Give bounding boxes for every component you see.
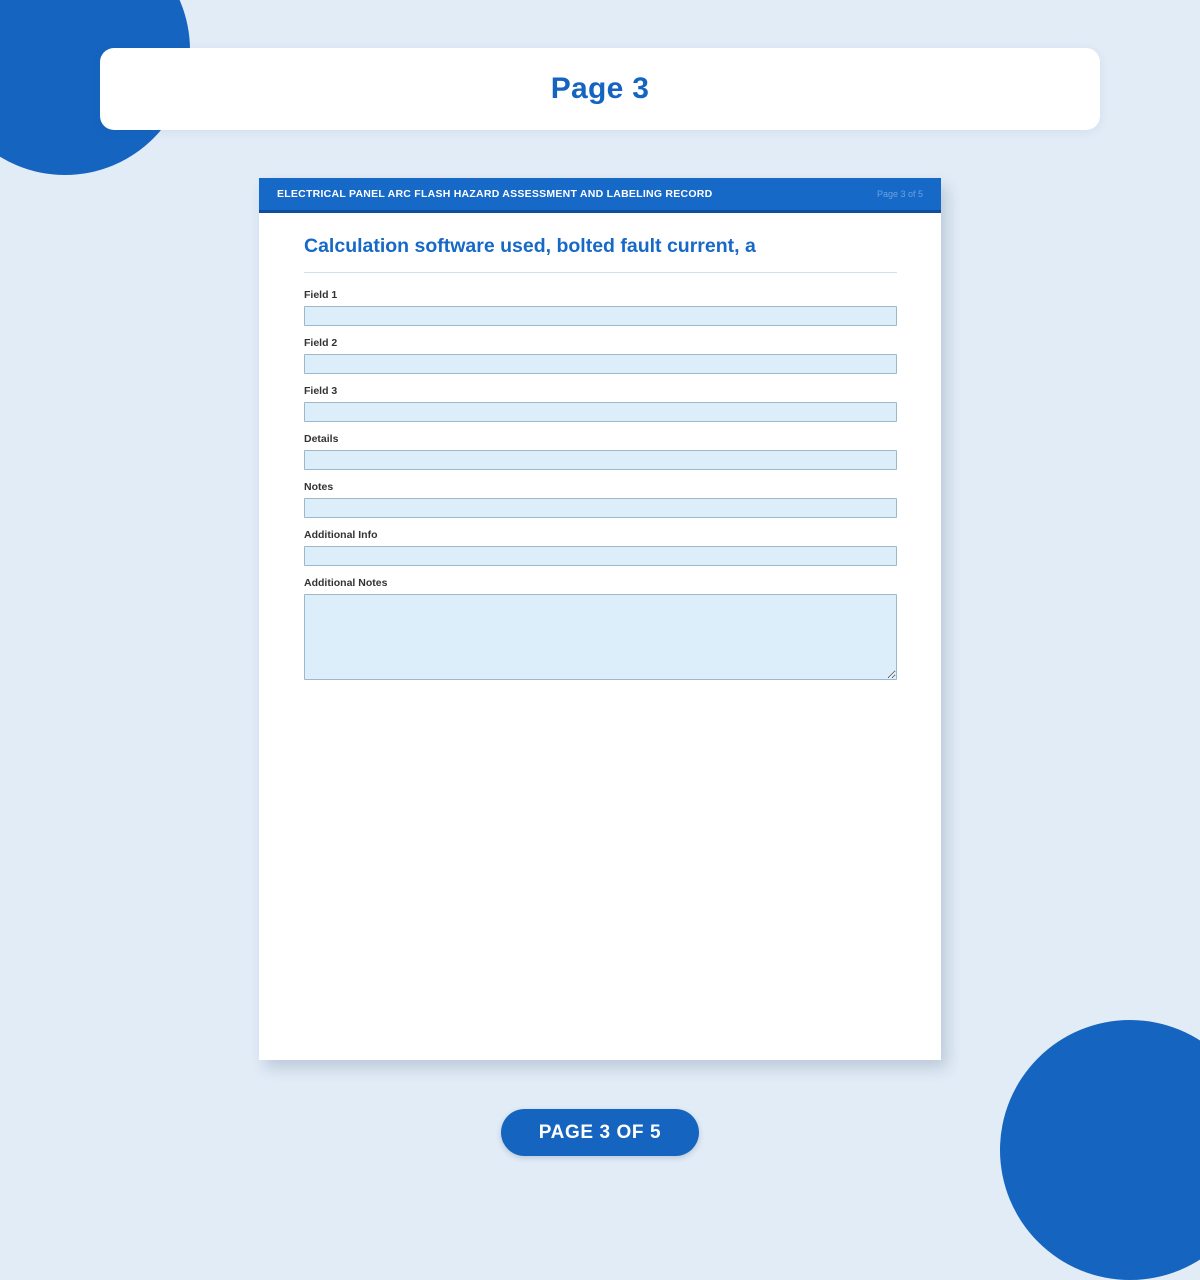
form-field-group [304, 289, 897, 326]
field-textarea-additional-notes[interactable] [304, 594, 897, 680]
field-input-notes[interactable] [304, 498, 897, 518]
document-header-bar [259, 178, 941, 210]
page-title: Page 3 [550, 72, 650, 105]
form-field-group [304, 385, 897, 422]
field-label-field-2: Field 2 [304, 337, 338, 349]
field-label-additional-notes: Additional Notes [304, 577, 388, 589]
decorative-circle-bottom-right [1000, 1020, 1200, 1280]
form-field-group [304, 481, 897, 518]
page-footer-pill [501, 1109, 699, 1156]
field-input-field-3[interactable] [304, 402, 897, 422]
field-label-notes: Notes [304, 481, 334, 493]
form-field-group [304, 433, 897, 470]
field-label-details: Details [304, 433, 339, 445]
field-input-additional-info[interactable] [304, 546, 897, 566]
field-label-field-3: Field 3 [304, 385, 338, 397]
form-field-group [304, 337, 897, 374]
field-input-details[interactable] [304, 450, 897, 470]
field-input-field-2[interactable] [304, 354, 897, 374]
document-header-page-indicator: Page 3 of 5 [876, 189, 923, 199]
page-footer-label: PAGE 3 OF 5 [538, 1121, 662, 1143]
field-label-additional-info: Additional Info [304, 529, 378, 541]
document-body [259, 213, 941, 680]
field-input-field-1[interactable] [304, 306, 897, 326]
form-field-group [304, 529, 897, 566]
page-header-banner [100, 48, 1100, 130]
field-label-field-1: Field 1 [304, 289, 338, 301]
document-sheet [259, 178, 941, 1060]
section-title: Calculation software used, bolted fault current, a [304, 235, 897, 273]
form-field-group [304, 577, 897, 680]
document-header-title: ELECTRICAL PANEL ARC FLASH HAZARD ASSESSMENT AND LABELING RECORD [277, 188, 713, 200]
